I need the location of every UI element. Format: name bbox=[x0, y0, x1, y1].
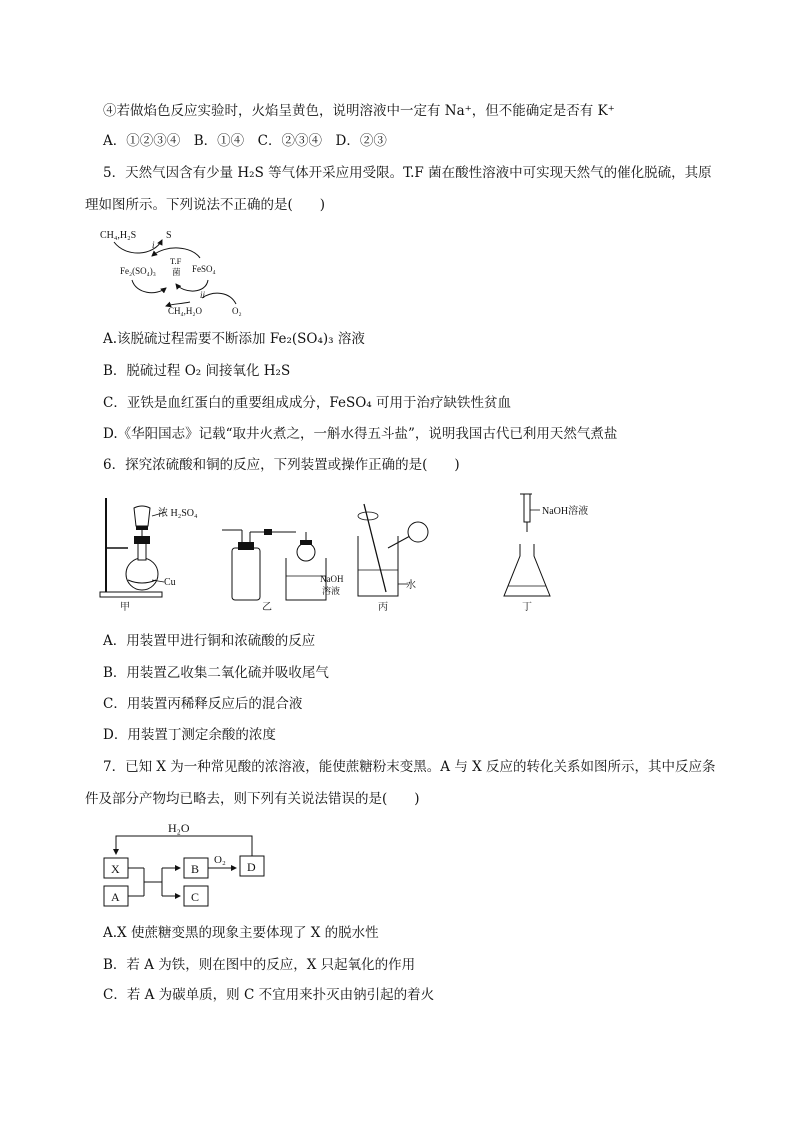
q7-fig-a: A bbox=[111, 890, 120, 904]
q7-fig-h2o: H₂O bbox=[168, 821, 190, 835]
q5-option-b: B．脱硫过程 O₂ 间接氧化 H₂S bbox=[103, 363, 291, 379]
q6-option-b: B．用装置乙收集二氧化硫并吸收尾气 bbox=[103, 665, 329, 681]
q6-apparatus-figure bbox=[96, 486, 616, 616]
q6-fig-cap-yi: 乙 bbox=[262, 602, 272, 613]
q6-fig-naoh-2: 溶液 bbox=[322, 586, 341, 596]
q6-fig-cap-ding: 丁 bbox=[522, 602, 532, 613]
q7-option-c: C．若 A 为碳单质，则 C 不宜用来扑灭由钠引起的着火 bbox=[103, 987, 435, 1003]
q6-fig-cap-bing: 丙 bbox=[378, 602, 388, 613]
q7-fig-x: X bbox=[111, 862, 120, 876]
q7-stem-line2: 件及部分产物均已略去，则下列有关说法错误的是( ) bbox=[85, 791, 420, 807]
q5-fig-ch4-h2o: CH₄,H₂O bbox=[168, 306, 203, 316]
apparatus-bing bbox=[358, 504, 428, 613]
q5-option-a: A.该脱硫过程需要不断添加 Fe₂(SO₄)₃ 溶液 bbox=[103, 331, 365, 347]
q5-fig-step-i: i bbox=[152, 240, 155, 250]
q5-fig-ch4-h2s: CH₄,H₂S bbox=[100, 230, 137, 241]
apparatus-yi bbox=[222, 529, 344, 613]
q6-option-c: C．用装置丙稀释反应后的混合液 bbox=[103, 696, 303, 712]
q5-fig-jun: 菌 bbox=[172, 267, 181, 277]
q6-fig-naoh-1: NaOH bbox=[320, 574, 344, 584]
apparatus-jia bbox=[100, 498, 198, 613]
q5-fig-s: S bbox=[166, 230, 172, 241]
q6-fig-acid: 浓 H₂SO₄ bbox=[158, 508, 198, 519]
q6-fig-naoh-sol: NaOH溶液 bbox=[542, 506, 589, 517]
q4-item4: ④若做焰色反应实验时，火焰呈黄色，说明溶液中一定有 Na⁺，但不能确定是否有 K⁺ bbox=[103, 103, 615, 119]
q6-option-d: D．用装置丁测定余酸的浓度 bbox=[103, 727, 276, 743]
q7-fig-d: D bbox=[247, 860, 256, 874]
q5-fig-feso4: FeSO₄ bbox=[192, 264, 216, 274]
q7-stem-line1: 7．已知 X 为一种常见酸的浓溶液，能使蔗糖粉末变黑。A 与 X 反应的转化关系如图所示，其中反应条 bbox=[103, 759, 716, 775]
q7-fig-o2: O₂ bbox=[214, 854, 226, 866]
q5-stem-line1: 5．天然气因含有少量 H₂S 等气体开采应用受限。T.F 菌在酸性溶液中可实现天然气的催化脱硫，其原 bbox=[103, 165, 712, 181]
q4-options: A．①②③④ B．①④ C．②③④ D．②③ bbox=[103, 133, 387, 149]
q7-conversion-diagram bbox=[96, 818, 276, 910]
apparatus-ding bbox=[504, 494, 588, 613]
q6-fig-cap-jia: 甲 bbox=[120, 602, 130, 613]
q5-fig-o2: O₂ bbox=[232, 306, 242, 316]
q7-fig-c: C bbox=[191, 890, 200, 904]
q7-option-b: B．若 A 为铁，则在图中的反应，X 只起氧化的作用 bbox=[103, 957, 416, 973]
q5-stem-line2: 理如图所示。下列说法不正确的是( ) bbox=[85, 197, 326, 213]
q7-option-a: A.X 使蔗糖变黑的现象主要体现了 X 的脱水性 bbox=[103, 925, 379, 941]
q6-fig-water: 水 bbox=[406, 580, 416, 591]
q7-fig-b: B bbox=[191, 862, 200, 876]
q5-fig-step-ii: ii bbox=[200, 290, 206, 300]
q6-fig-cu: Cu bbox=[164, 577, 176, 588]
q5-desulfurization-cycle-figure bbox=[96, 222, 256, 322]
q5-option-d: D.《华阳国志》记载“取井火煮之，一斛水得五斗盐”，说明我国古代已利用天然气煮盐 bbox=[103, 426, 618, 442]
q5-option-c: C．亚铁是血红蛋白的重要组成成分，FeSO₄ 可用于治疗缺铁性贫血 bbox=[103, 395, 511, 411]
q5-fig-fe2so43: Fe₂(SO₄)₃ bbox=[120, 266, 156, 276]
q5-fig-tf: T.F bbox=[170, 256, 182, 266]
q6-stem: 6．探究浓硫酸和铜的反应，下列装置或操作正确的是( ) bbox=[103, 457, 460, 473]
q6-option-a: A．用装置甲进行铜和浓硫酸的反应 bbox=[103, 633, 316, 649]
